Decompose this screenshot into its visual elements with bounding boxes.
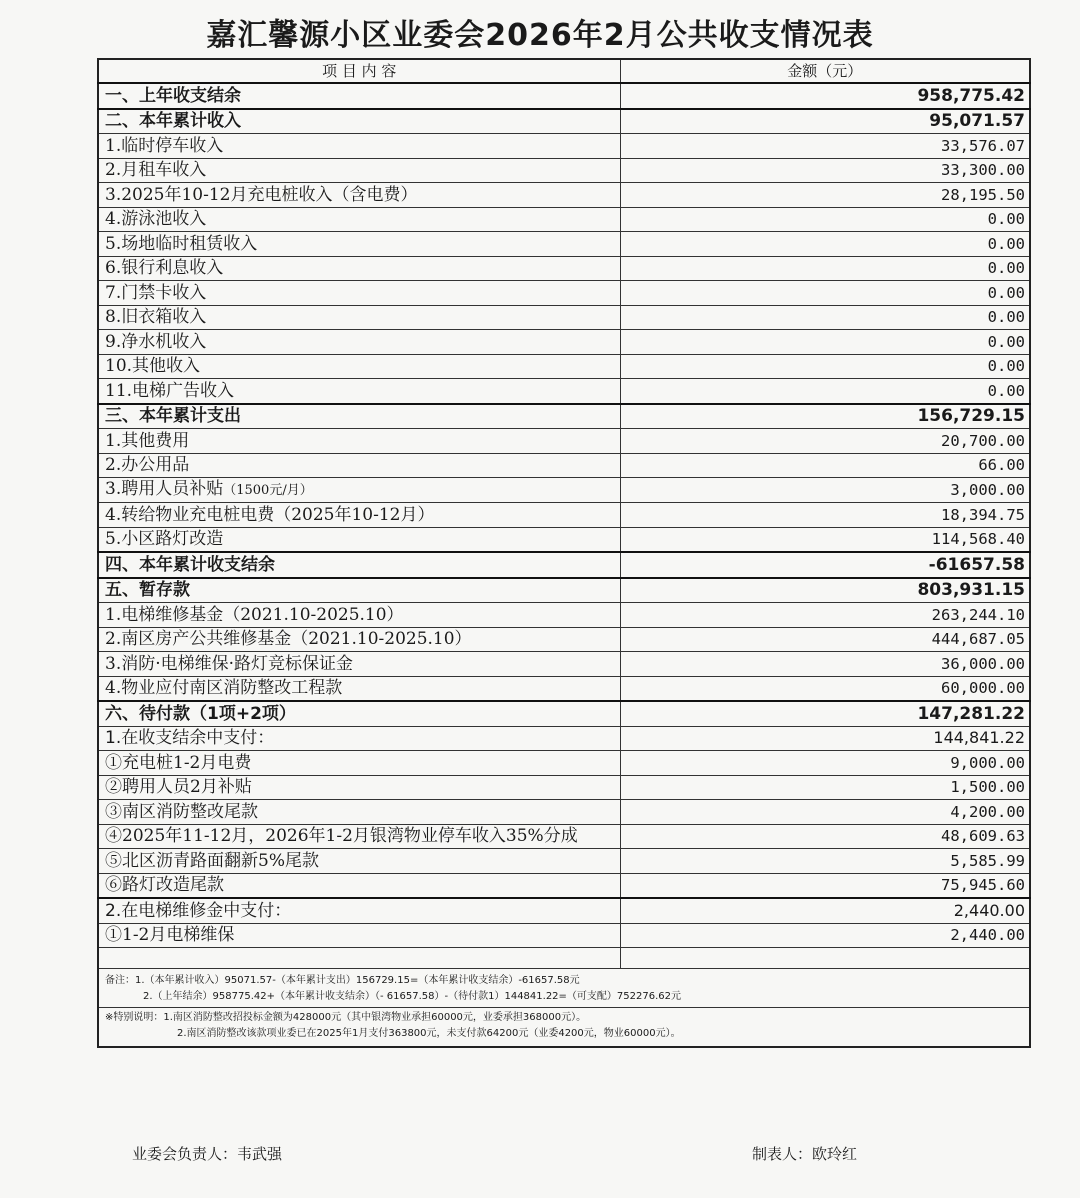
row-label: 5.小区路灯改造 xyxy=(98,527,620,552)
table-row xyxy=(98,429,1030,454)
blank-row xyxy=(98,948,1030,969)
preparer: 制表人：欧玲红 xyxy=(752,1145,858,1163)
table-row xyxy=(98,305,1030,330)
table-row xyxy=(98,354,1030,379)
row-label: 三、本年累计支出 xyxy=(98,404,620,429)
row-amount: 5,585.99 xyxy=(620,849,1030,874)
row-amount: 958,775.42 xyxy=(620,83,1030,109)
special-1: 1.南区消防整改招投标金额为428000元（其中银湾物业承担60000元，业委承担368000元）。 xyxy=(163,1012,587,1023)
row-label: 四、本年累计收支结余 xyxy=(98,552,620,578)
row-amount: 4,200.00 xyxy=(620,800,1030,825)
table-row xyxy=(98,158,1030,183)
remark-2: 2.（上年结余）958775.42+（本年累计收支结余）（- 61657.58）-（待付款1）144841.22=（可支配）752276.62元 xyxy=(143,991,682,1002)
page-title: 嘉汇馨源小区业委会2026年2月公共收支情况表 xyxy=(206,18,874,53)
remark-label: 备注： xyxy=(105,975,135,986)
row-amount: 20,700.00 xyxy=(620,429,1030,454)
row-amount: 28,195.50 xyxy=(620,183,1030,208)
table-row xyxy=(98,134,1030,159)
table-row xyxy=(98,83,1030,109)
row-label: ②聘用人员2月补贴 xyxy=(98,775,620,800)
table-row xyxy=(98,503,1030,528)
table-row xyxy=(98,330,1030,355)
table-row xyxy=(98,207,1030,232)
table-header xyxy=(98,59,1030,83)
table-row xyxy=(98,183,1030,208)
table-row xyxy=(98,627,1030,652)
special-label: ※特别说明： xyxy=(105,1012,164,1023)
row-label: ①充电桩1-2月电费 xyxy=(98,751,620,776)
finance-table xyxy=(97,58,1031,1048)
header-amount: 金额（元） xyxy=(620,59,1030,83)
row-amount: 444,687.05 xyxy=(620,627,1030,652)
row-amount: 147,281.22 xyxy=(620,701,1030,726)
row-label: 五、暂存款 xyxy=(98,578,620,603)
table-row xyxy=(98,849,1030,874)
row-label: 2.南区房产公共维修基金（2021.10-2025.10） xyxy=(98,627,620,652)
row-label: 3.2025年10-12月充电桩收入（含电费） xyxy=(98,183,620,208)
row-amount: 3,000.00 xyxy=(620,478,1030,503)
remark-1: 1.（本年累计收入）95071.57-（本年累计支出）156729.15=（本年累计收支结余）-61657.58元 xyxy=(135,975,580,986)
table-row xyxy=(98,232,1030,257)
responsible-person: 业委会负责人：韦武强 xyxy=(132,1145,283,1163)
row-amount: 0.00 xyxy=(620,354,1030,379)
row-amount: 0.00 xyxy=(620,256,1030,281)
row-label: 2.在电梯维修金中支付： xyxy=(98,898,620,923)
table-row xyxy=(98,873,1030,898)
row-amount: 9,000.00 xyxy=(620,751,1030,776)
row-amount: 803,931.15 xyxy=(620,578,1030,603)
notes-row xyxy=(98,969,1030,1048)
row-label: 1.电梯维修基金（2021.10-2025.10） xyxy=(98,603,620,628)
row-label: ⑥路灯改造尾款 xyxy=(98,873,620,898)
row-amount: 33,576.07 xyxy=(620,134,1030,159)
header-item: 项 目 内 容 xyxy=(98,59,620,83)
special-2: 2.南区消防整改该款项业委已在2025年1月支付363800元，未支付款64200元（业委4200元，物业60000元）。 xyxy=(177,1028,681,1039)
row-amount: 1,500.00 xyxy=(620,775,1030,800)
table-row xyxy=(98,603,1030,628)
blank-cell xyxy=(620,948,1030,969)
row-label: 六、待付款（1项+2项） xyxy=(98,701,620,726)
table-row xyxy=(98,676,1030,701)
row-label-cell xyxy=(98,478,620,503)
table-row xyxy=(98,552,1030,578)
row-amount: 33,300.00 xyxy=(620,158,1030,183)
row-label: 4.转给物业充电桩电费（2025年10-12月） xyxy=(98,503,620,528)
remark-line-1 xyxy=(105,973,1023,989)
row-label: ③南区消防整改尾款 xyxy=(98,800,620,825)
table-row xyxy=(98,453,1030,478)
row-label: ①1-2月电梯维保 xyxy=(98,923,620,948)
row-label: 10.其他收入 xyxy=(98,354,620,379)
row-label: 3.消防·电梯维保·路灯竞标保证金 xyxy=(98,652,620,677)
table-row xyxy=(98,379,1030,404)
row-amount: 0.00 xyxy=(620,379,1030,404)
table-row xyxy=(98,751,1030,776)
special-line-1 xyxy=(99,1007,1029,1026)
row-label: 二、本年累计收入 xyxy=(98,109,620,134)
notes-cell xyxy=(98,969,1030,1048)
row-amount: 36,000.00 xyxy=(620,652,1030,677)
table-row xyxy=(98,256,1030,281)
row-amount: 95,071.57 xyxy=(620,109,1030,134)
row-label: 1.在收支结余中支付： xyxy=(98,726,620,751)
row-amount: 48,609.63 xyxy=(620,824,1030,849)
table-row xyxy=(98,898,1030,923)
table-row xyxy=(98,923,1030,948)
table-row xyxy=(98,800,1030,825)
row-label: ④2025年11-12月，2026年1-2月银湾物业停车收入35%分成 xyxy=(98,824,620,849)
table-row xyxy=(98,281,1030,306)
row-amount: 66.00 xyxy=(620,453,1030,478)
row-label: 9.净水机收入 xyxy=(98,330,620,355)
row-label: 2.办公用品 xyxy=(98,453,620,478)
row-amount: 2,440.00 xyxy=(620,898,1030,923)
row-label: 8.旧衣箱收入 xyxy=(98,305,620,330)
row-label-note: （1500元/月） xyxy=(223,483,313,498)
row-label: 11.电梯广告收入 xyxy=(98,379,620,404)
row-amount: 114,568.40 xyxy=(620,527,1030,552)
table-row xyxy=(98,109,1030,134)
row-label: 3.聘用人员补贴 xyxy=(105,479,224,499)
table-row xyxy=(98,824,1030,849)
table-row xyxy=(98,478,1030,503)
row-label: 4.游泳池收入 xyxy=(98,207,620,232)
blank-cell xyxy=(98,948,620,969)
row-label: 1.其他费用 xyxy=(98,429,620,454)
table-row xyxy=(98,726,1030,751)
row-label: 2.月租车收入 xyxy=(98,158,620,183)
row-amount: 60,000.00 xyxy=(620,676,1030,701)
table-row xyxy=(98,775,1030,800)
row-amount: 18,394.75 xyxy=(620,503,1030,528)
row-label: 7.门禁卡收入 xyxy=(98,281,620,306)
row-amount: 0.00 xyxy=(620,305,1030,330)
row-amount: 263,244.10 xyxy=(620,603,1030,628)
table-row xyxy=(98,652,1030,677)
row-amount: 75,945.60 xyxy=(620,873,1030,898)
row-amount: 0.00 xyxy=(620,207,1030,232)
table-row xyxy=(98,404,1030,429)
table-row xyxy=(98,701,1030,726)
row-amount: 156,729.15 xyxy=(620,404,1030,429)
row-amount: 0.00 xyxy=(620,232,1030,257)
row-amount: 0.00 xyxy=(620,330,1030,355)
row-amount: 144,841.22 xyxy=(620,726,1030,751)
row-amount: 0.00 xyxy=(620,281,1030,306)
row-amount: -61657.58 xyxy=(620,552,1030,578)
row-label: 一、上年收支结余 xyxy=(98,83,620,109)
row-label: 5.场地临时租赁收入 xyxy=(98,232,620,257)
row-label: ⑤北区沥青路面翻新5%尾款 xyxy=(98,849,620,874)
row-label: 6.银行利息收入 xyxy=(98,256,620,281)
row-label: 1.临时停车收入 xyxy=(98,134,620,159)
row-label: 4.物业应付南区消防整改工程款 xyxy=(98,676,620,701)
table-row xyxy=(98,527,1030,552)
table-row xyxy=(98,578,1030,603)
row-amount: 2,440.00 xyxy=(620,923,1030,948)
